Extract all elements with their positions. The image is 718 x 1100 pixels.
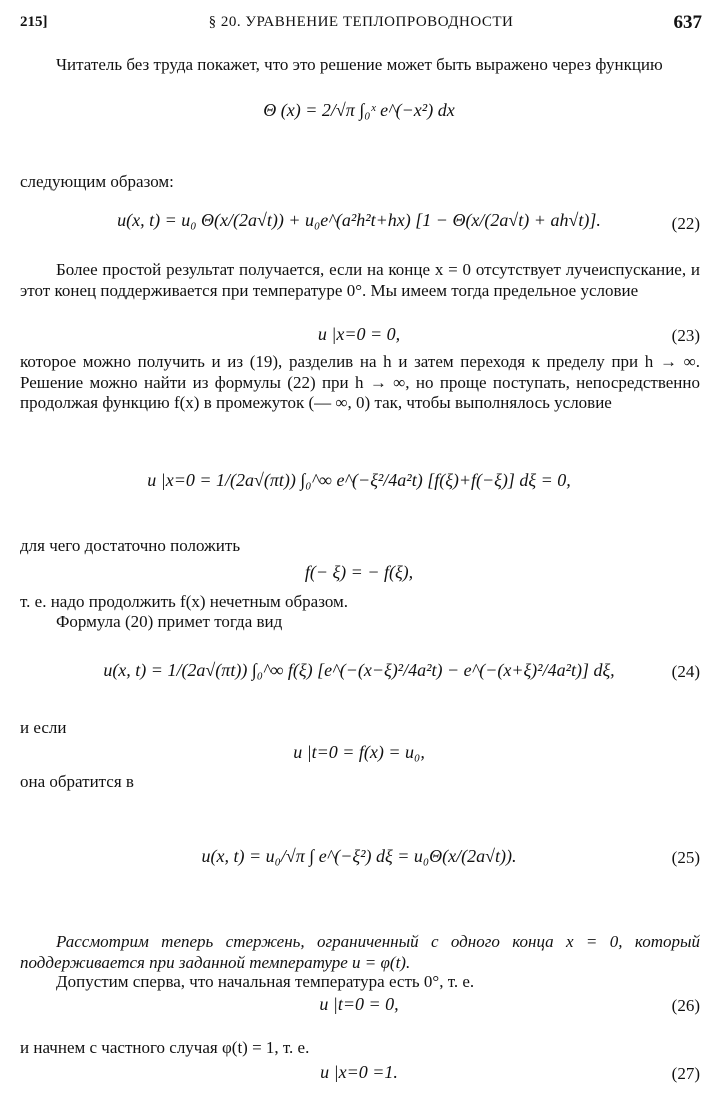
running-header [20,12,702,40]
equation-text: u(x, t) = 1/(2a√(πt)) ∫₀^∞ f(ξ) [e^(−(x−ξ)²/4a²t) − e^(−(x+ξ)²/4a²t)] dξ, [103,660,615,680]
section-reference: 215] [20,14,48,30]
equation-24 [0,660,718,681]
equation-text: Θ (x) = 2/√π ∫₀ˣ e^(−x²) dx [263,100,455,120]
equation-number: (24) [671,662,700,681]
equation-text: u |x=0 = 1/(2a√(πt)) ∫₀^∞ e^(−ξ²/4a²t) [f(ξ)+f(−ξ)] dξ = 0, [147,470,571,490]
equation-number: (25) [671,848,700,867]
page-number: 637 [673,12,702,33]
equation-text: u(x, t) = u₀/√π ∫ e^(−ξ²) dξ = u₀Θ(x/(2a√t)). [201,846,517,866]
equation-23 [0,324,718,345]
equation-text: f(− ξ) = − f(ξ), [304,562,414,582]
equation-number: (27) [671,1064,700,1083]
equation-number: (23) [671,326,700,345]
equation-26 [0,994,718,1015]
chapter-title: § 20. УРАВНЕНИЕ ТЕПЛОПРОВОДНОСТИ [208,14,514,30]
equation-text: u |t=0 = f(x) = u₀, [293,742,425,762]
equation-text: u |x=0 =1. [320,1062,398,1082]
theta-definition [0,100,718,121]
equation-25 [0,846,718,867]
paragraph: Читатель без труда покажет, что это решение может быть выражено через функцию [56,55,663,74]
boundary-condition [0,470,718,491]
paragraph: для чего достаточно положить [20,536,241,555]
paragraph: и начнем с частного случая φ(t) = 1, т. е. [20,1038,310,1057]
paragraph: Более простой результат получается, если на конце x = 0 отсутствует лучеиспускание, и этот конец поддерживается при температуре 0°. Мы имеем тогда предельное условие [20,260,700,300]
paragraph: которое можно получить и из (19), разделив на h и затем переходя к пределу при h → ∞. Решение можно найти из формулы (22) при h → ∞, но проще поступать, непосредственно продолжая функцию f(x) в промежуток (— ∞, 0) так, чтобы выполнялось условие [20,352,700,412]
initial-condition [0,742,718,763]
equation-text: u(x, t) = u₀ Θ(x/(2a√t)) + u₀e^(a²h²t+hx) [1 − Θ(x/(2a√t) + ah√t)]. [117,210,601,230]
paragraph: Формула (20) примет тогда вид [56,612,283,631]
equation-27 [0,1062,718,1083]
paragraph: следующим образом: [20,172,174,191]
equation-text: u |t=0 = 0, [319,994,399,1014]
paragraph: и если [20,718,67,737]
equation-22 [0,210,718,231]
equation-number: (26) [671,996,700,1015]
equation-text: u |x=0 = 0, [317,324,401,344]
paragraph: Допустим сперва, что начальная температура есть 0°, т. е. [56,972,475,991]
italic-paragraph: Рассмотрим теперь стержень, ограниченный с одного конца x = 0, который поддерживается при заданной температуре u = φ(t). [20,932,700,972]
paragraph: она обратится в [20,772,134,791]
paragraph: т. е. надо продолжить f(x) нечетным образом. [20,592,349,611]
equation-number: (22) [671,214,700,233]
odd-extension [0,562,718,583]
